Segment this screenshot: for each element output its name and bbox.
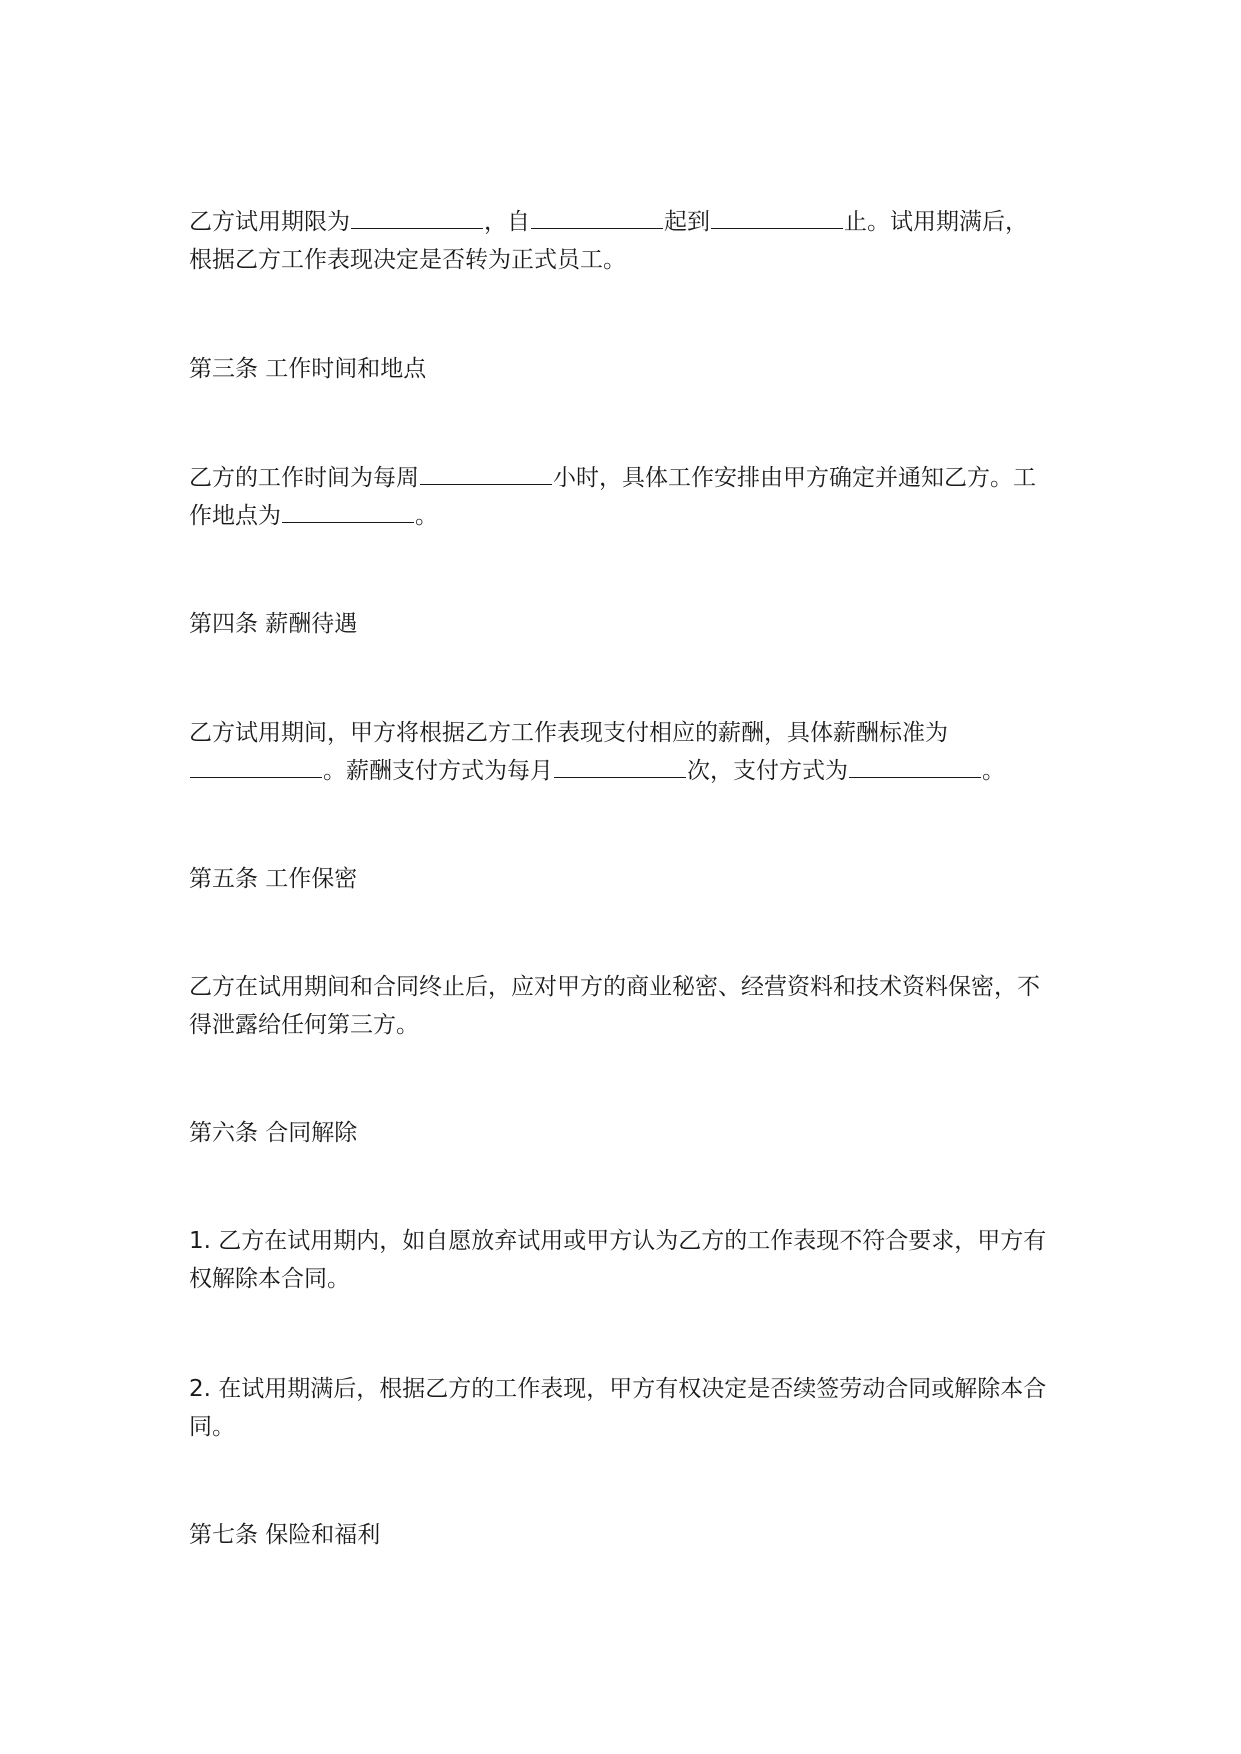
blank-field <box>554 755 686 778</box>
article-5-title: 第五条 工作保密 <box>189 866 358 892</box>
article-7-title: 第七条 保险和福利 <box>189 1522 381 1548</box>
blank-field <box>190 755 322 778</box>
article-6-item-2-line-2: 同。 <box>189 1414 235 1440</box>
article-4-line-1: 乙方试用期间，甲方将根据乙方工作表现支付相应的薪酬，具体薪酬标准为 <box>189 720 948 746</box>
blank-field <box>420 462 552 485</box>
article-6-title: 第六条 合同解除 <box>189 1120 358 1146</box>
article-4-title: 第四条 薪酬待遇 <box>189 611 358 637</box>
article-3-line-1: 乙方的工作时间为每周 小时，具体工作安排由甲方确定并通知乙方。工 <box>189 459 1059 497</box>
article-6-item-2-line-1: 2. 在试用期满后，根据乙方的工作表现，甲方有权决定是否续签劳动合同或解除本合 <box>189 1376 1047 1402</box>
probation-paragraph <box>189 203 1059 279</box>
blank-field <box>711 206 843 229</box>
article-5-paragraph <box>189 968 1059 1044</box>
blank-field <box>849 755 981 778</box>
blank-field <box>351 206 483 229</box>
article-3-line-2: 作地点为 。 <box>189 497 1059 535</box>
article-5-line-1: 乙方在试用期间和合同终止后，应对甲方的商业秘密、经营资料和技术资料保密，不 <box>189 974 1040 1000</box>
probation-line-2: 根据乙方工作表现决定是否转为正式员工。 <box>189 247 626 273</box>
article-4-line-2: 。薪酬支付方式为每月 次，支付方式为 。 <box>189 752 1059 790</box>
article-6-item-1 <box>189 1222 1059 1298</box>
article-5-line-2: 得泄露给任何第三方。 <box>189 1012 419 1038</box>
article-4-paragraph <box>189 714 1059 790</box>
article-6-item-1-line-1: 1. 乙方在试用期内，如自愿放弃试用或甲方认为乙方的工作表现不符合要求，甲方有 <box>189 1228 1047 1254</box>
blank-field <box>531 206 663 229</box>
article-6-item-1-line-2: 权解除本合同。 <box>189 1266 350 1292</box>
article-6-item-2 <box>189 1370 1059 1446</box>
article-3-title: 第三条 工作时间和地点 <box>189 356 427 382</box>
article-3-paragraph <box>189 459 1059 535</box>
probation-line-1: 乙方试用期限为 ，自 起到 止。试用期满后， <box>189 203 1059 241</box>
blank-field <box>282 500 414 523</box>
